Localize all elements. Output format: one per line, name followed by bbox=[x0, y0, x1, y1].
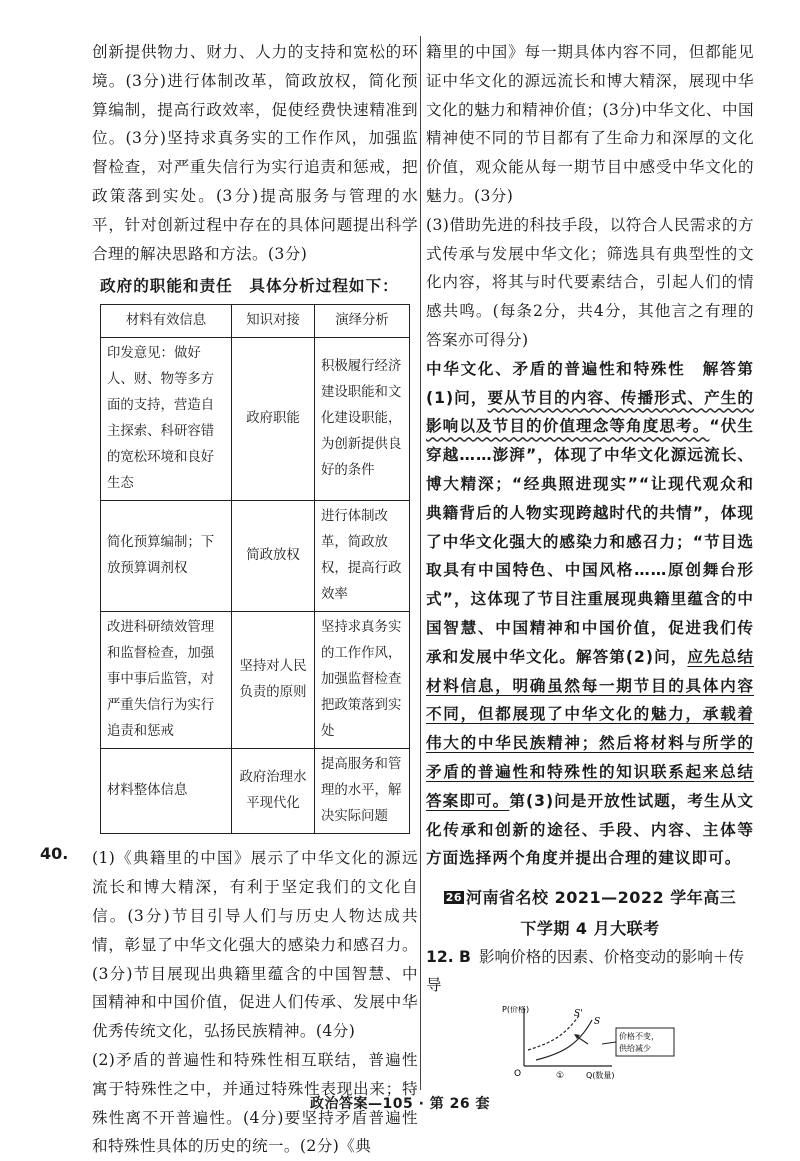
analysis-paragraph bbox=[426, 355, 754, 873]
y-axis-label: P(价格) bbox=[502, 1006, 530, 1014]
q40-answer-1: (1)《典籍里的中国》展示了中华文化的源远流长和博大精深，有利于坚定我们的文化自信。(3分)节目引导人们与历史人物达成共情，彰显了中华文化强大的感染力和感召力。(3分)节目展现出典籍里蕴含的中国智慧、中国精神和中国价值，促进人们传承、发展中华优秀传统文化，弘扬民族精神。(4分) bbox=[92, 849, 418, 1041]
step-label: ① bbox=[556, 1071, 565, 1081]
table-cell: 积极履行经济建设职能和文化建设职能，为创新提供良好的条件 bbox=[315, 338, 410, 501]
q40-answer-2: (2)矛盾的普遍性和特殊性相互联结，普遍性寓于特殊性之中，并通过特殊性表现出来；特殊性离不开普遍性。(4分)要坚持矛盾普遍性和特殊性具体的历史的统一。(2分)《典 bbox=[92, 1050, 418, 1156]
table-row bbox=[101, 612, 410, 749]
table-row bbox=[101, 338, 410, 501]
analysis-text: “伏生穿越……澎湃”，体现了中华文化源远流长、博大精深；“经典照进现实”“让现代观众和典籍背后的人物实现跨越时代的共情”，体现了中华文化强大的感染力和感召力；“节目选取具有中国特色、中国风格……原创舞台形式”，这体现了节目注重展现典籍里蕴含的中国智慧、中国精神和中国价值，促进我们传承和发展中华文化。解答第(2)问， bbox=[426, 417, 754, 666]
table-cell: 改进科研绩效管理和监督检查，加强事中事后监管，对严重失信行为实行追责和惩戒 bbox=[101, 612, 232, 749]
section-title bbox=[426, 885, 754, 939]
left-column bbox=[40, 38, 418, 1161]
table-cell: 坚持求真务实的工作作风，加强监督检查把政策落到实处 bbox=[315, 612, 410, 749]
right-column bbox=[426, 38, 754, 999]
x-axis-label: Q(数量) bbox=[586, 1071, 615, 1080]
table-cell: 简化预算编制；下放预算调剂权 bbox=[101, 501, 232, 612]
table-cell: 提高服务和管理的水平，解决实际问题 bbox=[315, 749, 410, 834]
q12-answer: 影响价格的因素、价格变动的影响＋传导 bbox=[426, 948, 745, 995]
note-line-2: 供给减少 bbox=[619, 1044, 651, 1053]
curve-label-original: S bbox=[594, 1017, 601, 1027]
table-cell: 材料整体信息 bbox=[101, 749, 232, 834]
analysis-emphasis: 应先总结材料信息，明确虽然每一期节目的具体内容不同，但都展现了中华文化的魅力，承载着伟大的中华民族精神；然后将材料与所学的矛盾的普遍性和特殊性的知识联系起来总结答案即可。 bbox=[426, 647, 754, 810]
table-row bbox=[101, 501, 410, 612]
table-heading: 政府的职能和责任 具体分析过程如下： bbox=[100, 277, 399, 296]
table-cell: 简政放权 bbox=[232, 501, 315, 612]
question-number: 12. B bbox=[426, 948, 471, 967]
table-cell: 印发意见：做好人、财、物等多方面的支持，营造自主探索、科研容错的宽松环境和良好生态 bbox=[101, 338, 232, 501]
q40-answer-3: (3)借助先进的科技手段，以符合人民需求的方式传承与发展中华文化；筛选具有典型性的文化内容，将其与时代要素结合，引起人们的情感共鸣。(每条2分，共4分，其他言之有理的答案亦可得分) bbox=[426, 215, 754, 349]
table-cell: 政府治理水平现代化 bbox=[232, 749, 315, 834]
original-supply-curve bbox=[536, 1020, 592, 1060]
origin-label: O bbox=[514, 1069, 522, 1079]
analysis-text: 解答第(1)问， bbox=[426, 359, 754, 407]
analysis-emphasis: 要从节目的内容、传播形式、产生的影响以及节目的价值理念等角度思考。 bbox=[426, 388, 754, 436]
table-header-row bbox=[101, 305, 410, 338]
table-row bbox=[101, 749, 410, 834]
question-40 bbox=[40, 844, 418, 1161]
note-line-1: 价格不变， bbox=[619, 1032, 659, 1041]
table-cell: 坚持对人民负责的原则 bbox=[232, 612, 315, 749]
page-footer: 政治答案—105 · 第 26 套 bbox=[309, 1096, 491, 1112]
table-header-cell: 材料有效信息 bbox=[101, 305, 232, 338]
q40-answer-continued: 籍里的中国》每一期具体内容不同，但都能见证中华文化的源远流长和博大精深，展现中华文化的魅力和精神价值；(3分)中华文化、中国精神使不同的节目都有了生命力和深厚的文化价值，观众能从每一期节目中感受中华文化的魅力。(3分) bbox=[426, 43, 754, 205]
section-title-line-2: 下学期 4 月大联考 bbox=[520, 919, 660, 939]
table-header-cell: 知识对接 bbox=[232, 305, 315, 338]
table-cell: 政府职能 bbox=[232, 338, 315, 501]
note-pointer bbox=[602, 1042, 616, 1044]
section-title-line-1: 河南省名校 2021—2022 学年高三 bbox=[466, 888, 737, 908]
set-number-badge: 26 bbox=[445, 891, 463, 905]
question-number: 40. bbox=[40, 844, 69, 864]
analysis-table bbox=[100, 304, 410, 834]
analysis-heading: 中华文化、矛盾的普遍性和特殊性 bbox=[426, 359, 703, 378]
intro-paragraph: 创新提供物力、财力、人力的支持和宽松的环境。(3分)进行体制改革，简政放权，简化预算编制，提高行政效率，促使经费快速精准到位。(3分)坚持求真务实的工作作风，加强监督检查，对严重失信行为实行追责和惩戒，把政策落到实处。(3分)提高服务与管理的水平，针对创新过程中存在的具体问题提出科学合理的解决思路和方法。(3分) bbox=[92, 43, 418, 263]
table-cell: 进行体制改革，简政放权，提高行政效率 bbox=[315, 501, 410, 612]
curve-label-shifted: S' bbox=[574, 1009, 583, 1019]
supply-shift-graph bbox=[502, 1006, 702, 1082]
question-12 bbox=[426, 943, 754, 999]
analysis-text: 第(3)问是开放性试题，考生从文化传承和创新的途径、手段、内容、主体等方面选择两个角度并提出合理的建议即可。 bbox=[426, 791, 754, 868]
column-divider bbox=[420, 36, 421, 1090]
table-header-cell: 演绎分析 bbox=[315, 305, 410, 338]
